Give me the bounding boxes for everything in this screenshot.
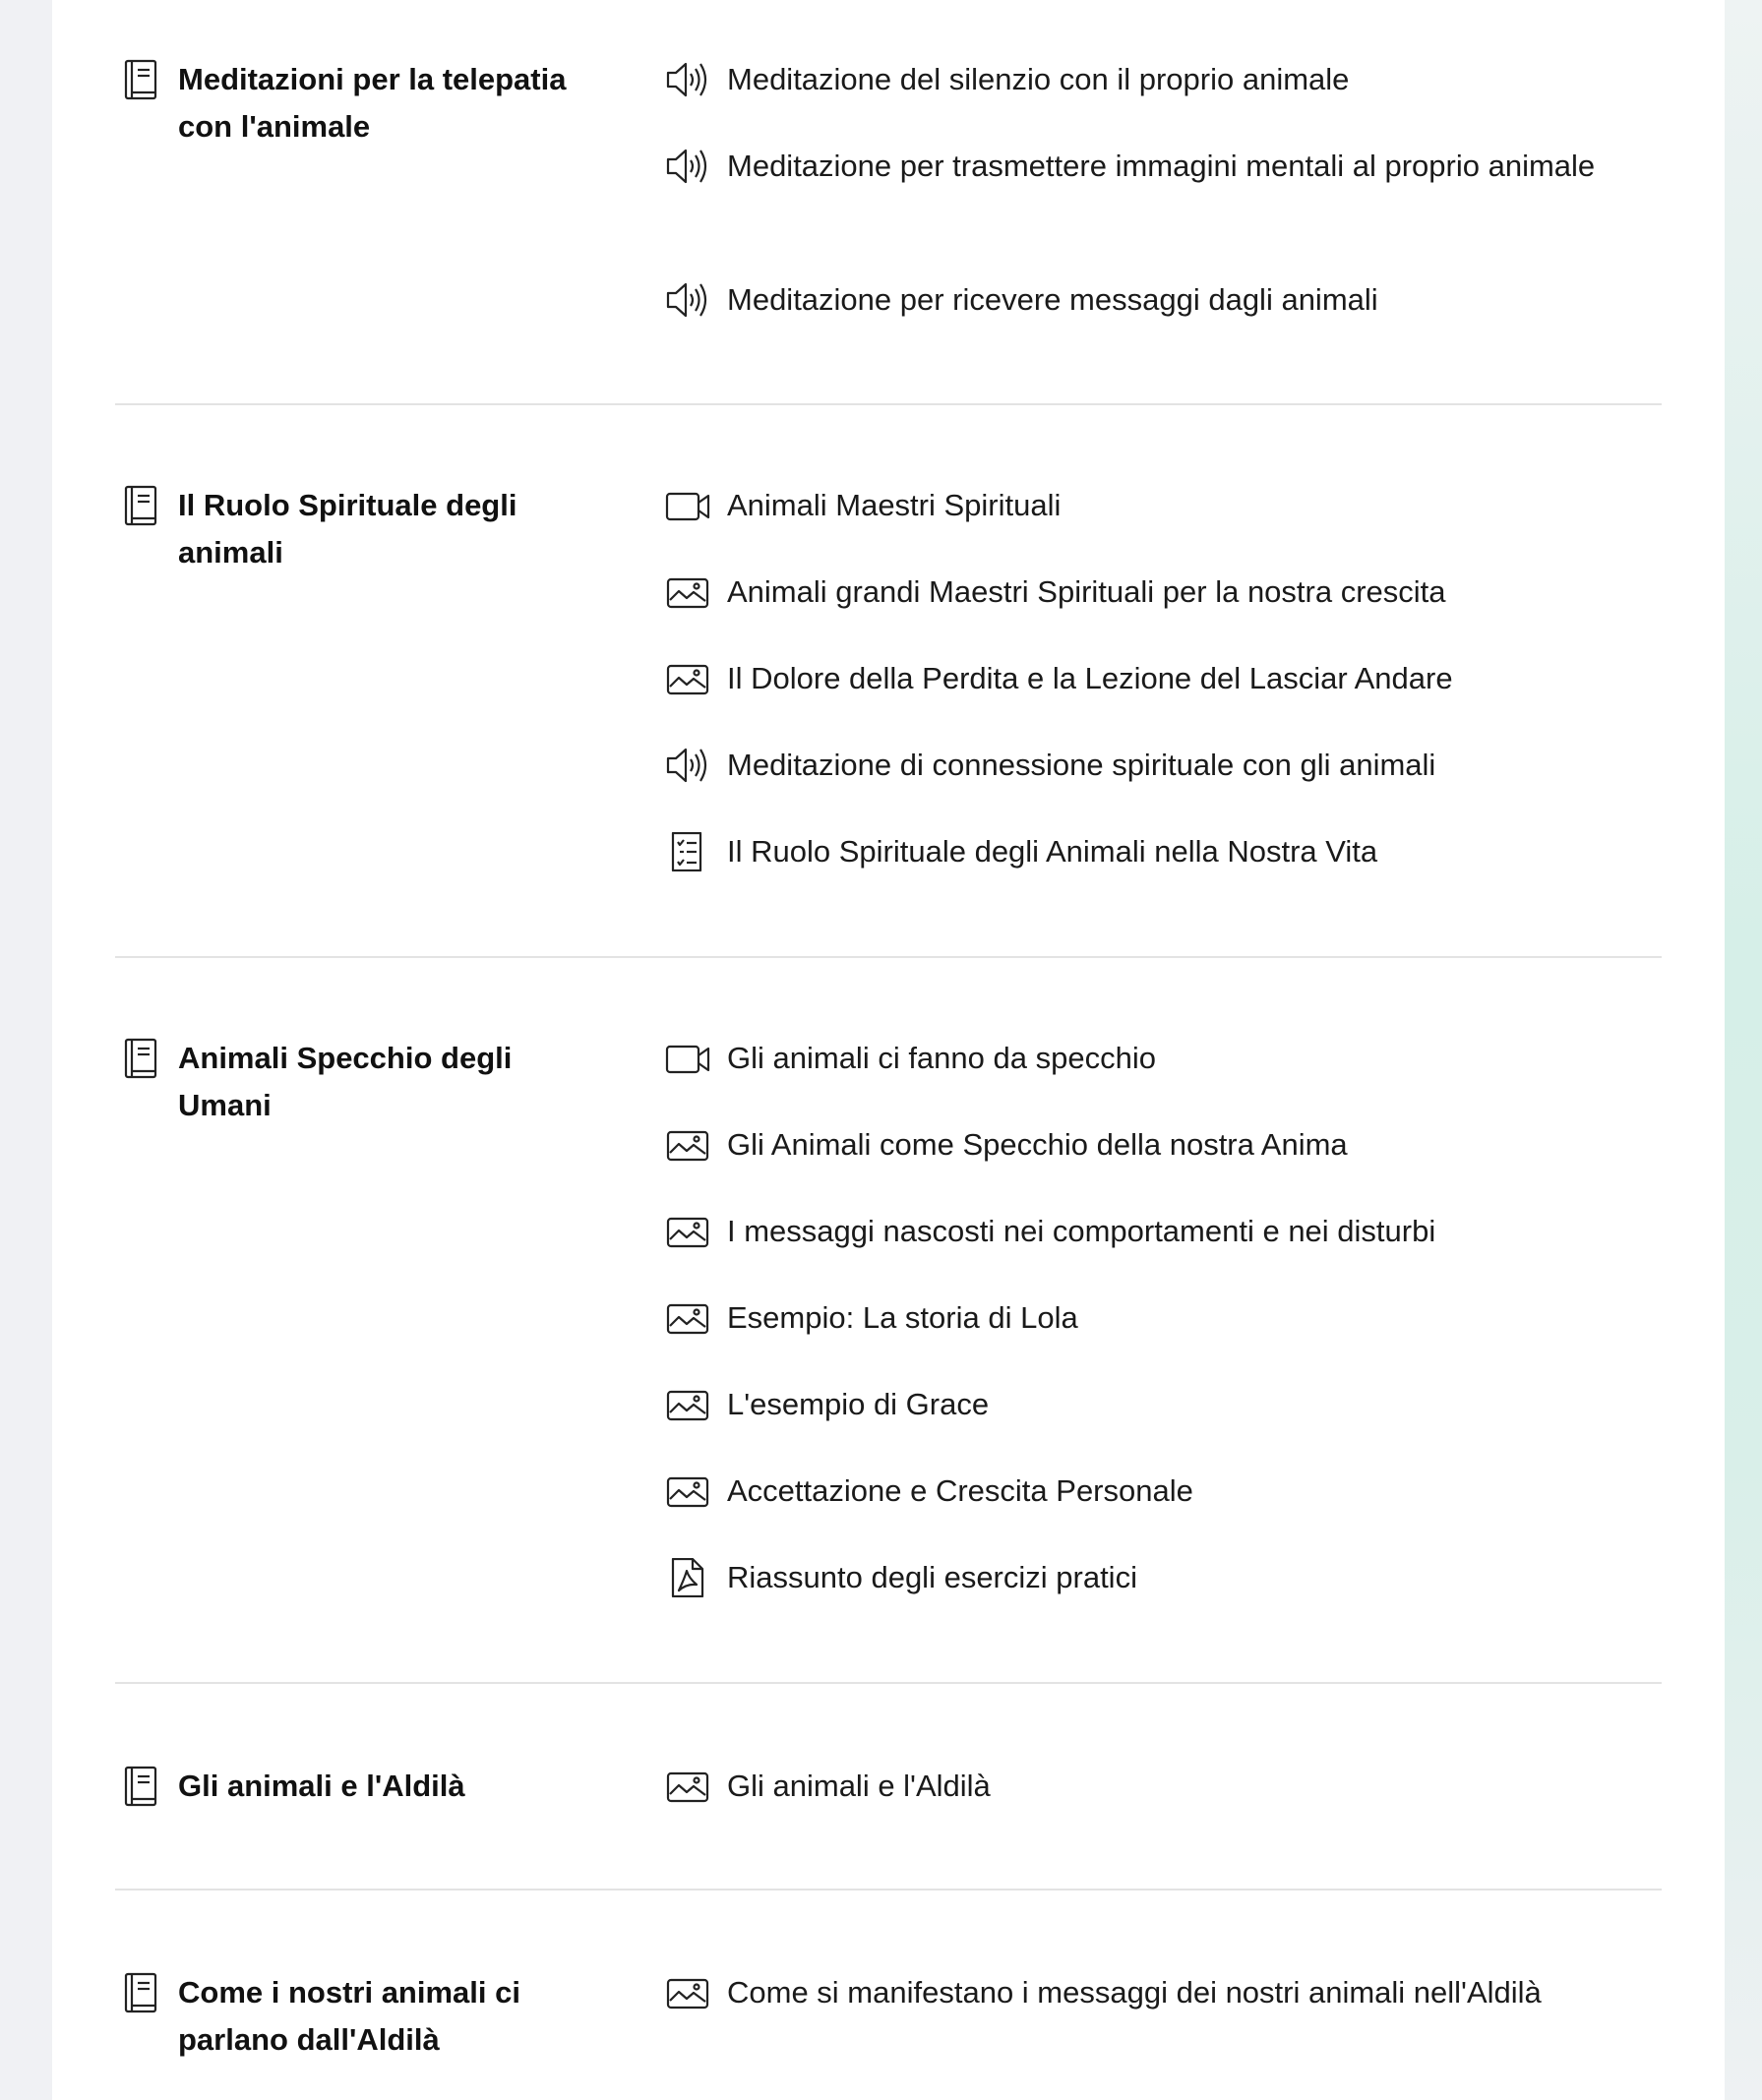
lesson-item[interactable] xyxy=(665,655,1649,702)
lesson-title[interactable]: Gli animali e l'Aldilà xyxy=(727,1769,991,1803)
lesson-item[interactable] xyxy=(665,56,1649,103)
image-icon xyxy=(665,1212,710,1251)
lesson-item[interactable] xyxy=(665,1208,1649,1255)
page-background-strip xyxy=(1725,0,1762,2100)
book-icon xyxy=(123,485,158,526)
lesson-title[interactable]: I messaggi nascosti nei comportamenti e nei disturbi xyxy=(727,1214,1436,1248)
lesson-item[interactable] xyxy=(665,276,1649,324)
lesson-item[interactable] xyxy=(665,1381,1649,1428)
lesson-item[interactable] xyxy=(665,1035,1649,1082)
quiz-icon xyxy=(665,832,710,871)
lesson-title[interactable]: Il Dolore della Perdita e la Lezione del Lasciar Andare xyxy=(727,661,1453,695)
video-icon xyxy=(665,486,710,525)
audio-icon xyxy=(665,60,710,99)
lesson-title[interactable]: Animali grandi Maestri Spirituali per la nostra crescita xyxy=(727,574,1446,609)
lesson-item[interactable] xyxy=(665,828,1649,875)
book-icon xyxy=(123,1766,158,1807)
lesson-title[interactable]: Riassunto degli esercizi pratici xyxy=(727,1560,1137,1594)
lesson-title[interactable]: Gli animali ci fanno da specchio xyxy=(727,1041,1156,1075)
image-icon xyxy=(665,1471,710,1511)
lesson-item[interactable] xyxy=(665,742,1649,789)
section-title[interactable]: Gli animali e l'Aldilà xyxy=(178,1769,465,1803)
section-divider xyxy=(115,1889,1662,1890)
lesson-title[interactable]: Meditazione di connessione spirituale con gli animali xyxy=(727,748,1436,782)
lesson-item[interactable] xyxy=(665,1294,1649,1342)
book-icon xyxy=(123,1972,158,2013)
lesson-title[interactable]: Animali Maestri Spirituali xyxy=(727,488,1062,522)
section-title[interactable]: Il Ruolo Spirituale degli animali xyxy=(178,488,517,570)
image-icon xyxy=(665,1767,710,1806)
image-icon xyxy=(665,1385,710,1424)
image-icon xyxy=(665,1125,710,1165)
audio-icon xyxy=(665,746,710,785)
section-title[interactable]: Animali Specchio degli Umani xyxy=(178,1041,513,1122)
image-icon xyxy=(665,1973,710,2012)
lesson-title[interactable]: Meditazione per trasmettere immagini mentali al proprio animale xyxy=(727,149,1596,183)
image-icon xyxy=(665,572,710,612)
lesson-title[interactable]: Accettazione e Crescita Personale xyxy=(727,1473,1193,1508)
lesson-item[interactable] xyxy=(665,482,1649,529)
section-title[interactable]: Meditazioni per la telepatia con l'animale xyxy=(178,62,567,144)
image-icon xyxy=(665,1298,710,1338)
lesson-item[interactable] xyxy=(665,1969,1649,2016)
lesson-title[interactable]: Meditazione per ricevere messaggi dagli animali xyxy=(727,282,1378,317)
lesson-item[interactable] xyxy=(665,1554,1649,1601)
lesson-title[interactable]: L'esempio di Grace xyxy=(727,1387,990,1421)
section-divider xyxy=(115,403,1662,405)
lesson-title[interactable]: Meditazione del silenzio con il proprio animale xyxy=(727,62,1350,96)
book-icon xyxy=(123,59,158,100)
lesson-item[interactable] xyxy=(665,143,1649,190)
section-divider xyxy=(115,956,1662,958)
lesson-title[interactable]: Esempio: La storia di Lola xyxy=(727,1300,1078,1335)
lesson-title[interactable]: Gli Animali come Specchio della nostra Anima xyxy=(727,1127,1348,1162)
video-icon xyxy=(665,1039,710,1078)
book-icon xyxy=(123,1038,158,1079)
audio-icon xyxy=(665,280,710,320)
lesson-item[interactable] xyxy=(665,1121,1649,1169)
course-curriculum xyxy=(52,0,1725,2100)
lesson-item[interactable] xyxy=(665,1468,1649,1515)
pdf-icon xyxy=(665,1558,710,1597)
image-icon xyxy=(665,659,710,698)
lesson-item[interactable] xyxy=(665,1763,1649,1810)
lesson-title[interactable]: Il Ruolo Spirituale degli Animali nella Nostra Vita xyxy=(727,834,1378,869)
audio-icon xyxy=(665,147,710,186)
lesson-title[interactable]: Come si manifestano i messaggi dei nostri animali nell'Aldilà xyxy=(727,1975,1542,2010)
section-divider xyxy=(115,1682,1662,1684)
lesson-item[interactable] xyxy=(665,569,1649,616)
section-title[interactable]: Come i nostri animali ci parlano dall'Aldilà xyxy=(178,1975,520,2057)
